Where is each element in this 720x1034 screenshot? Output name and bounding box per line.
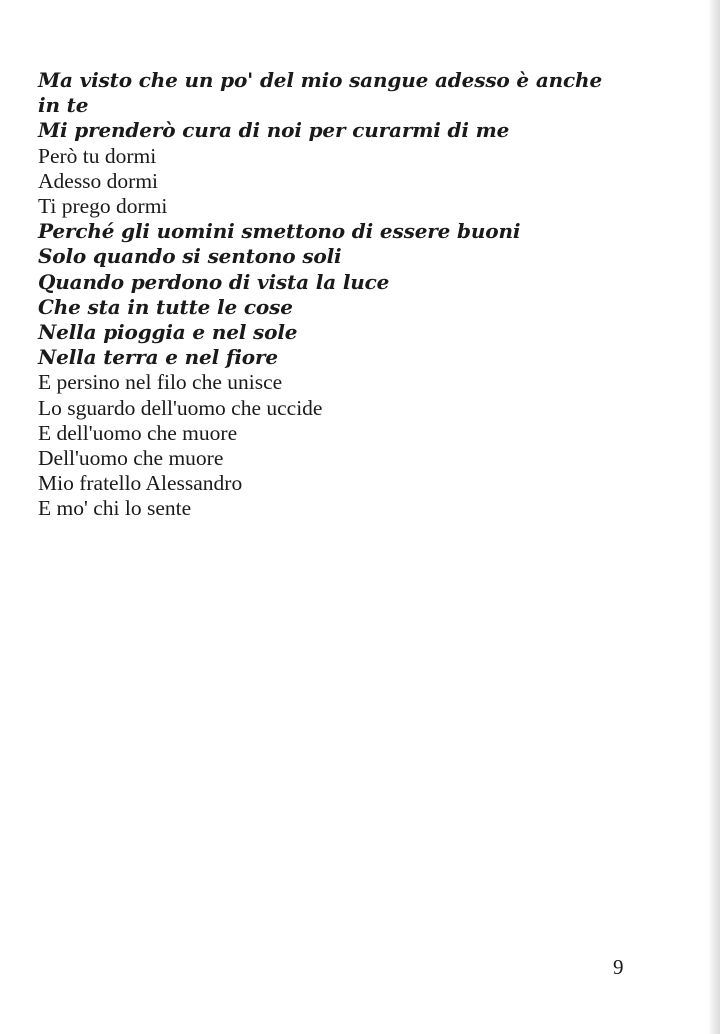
lyric-line: Lo sguardo dell'uomo che uccide [38, 395, 323, 420]
lyric-line: Nella terra e nel fiore [38, 345, 278, 370]
lyric-line: Perché gli uomini smettono di essere buoni [38, 219, 521, 244]
lyric-line: Che sta in tutte le cose [38, 294, 293, 319]
lyric-line: Mi prenderò cura di noi per curarmi di me [38, 118, 510, 143]
lyric-line: E mo' chi lo sente [38, 496, 192, 521]
lyric-line: Quando perdono di vista la luce [38, 269, 390, 294]
lyrics-text [38, 68, 638, 522]
lyric-line: Ti prego dormi [38, 194, 168, 219]
lyric-line: Solo quando si sentono soli [38, 244, 342, 269]
lyric-line: Dell'uomo che muore [38, 446, 224, 471]
lyric-line: Mio fratello Alessandro [38, 471, 243, 496]
page-edge-shadow [708, 0, 720, 1034]
page-number: 9 [613, 955, 624, 979]
lyric-line: E persino nel filo che unisce [38, 370, 283, 395]
lyric-line-text: Ma visto che un po' del mio sangue adesso è anche in te [38, 68, 603, 118]
lyric-line: Però tu dormi [38, 143, 157, 168]
lyric-line: Adesso dormi [38, 168, 159, 193]
lyric-line [38, 68, 638, 118]
lyric-line: E dell'uomo che muore [38, 420, 238, 445]
lyric-line: Nella pioggia e nel sole [38, 320, 298, 345]
